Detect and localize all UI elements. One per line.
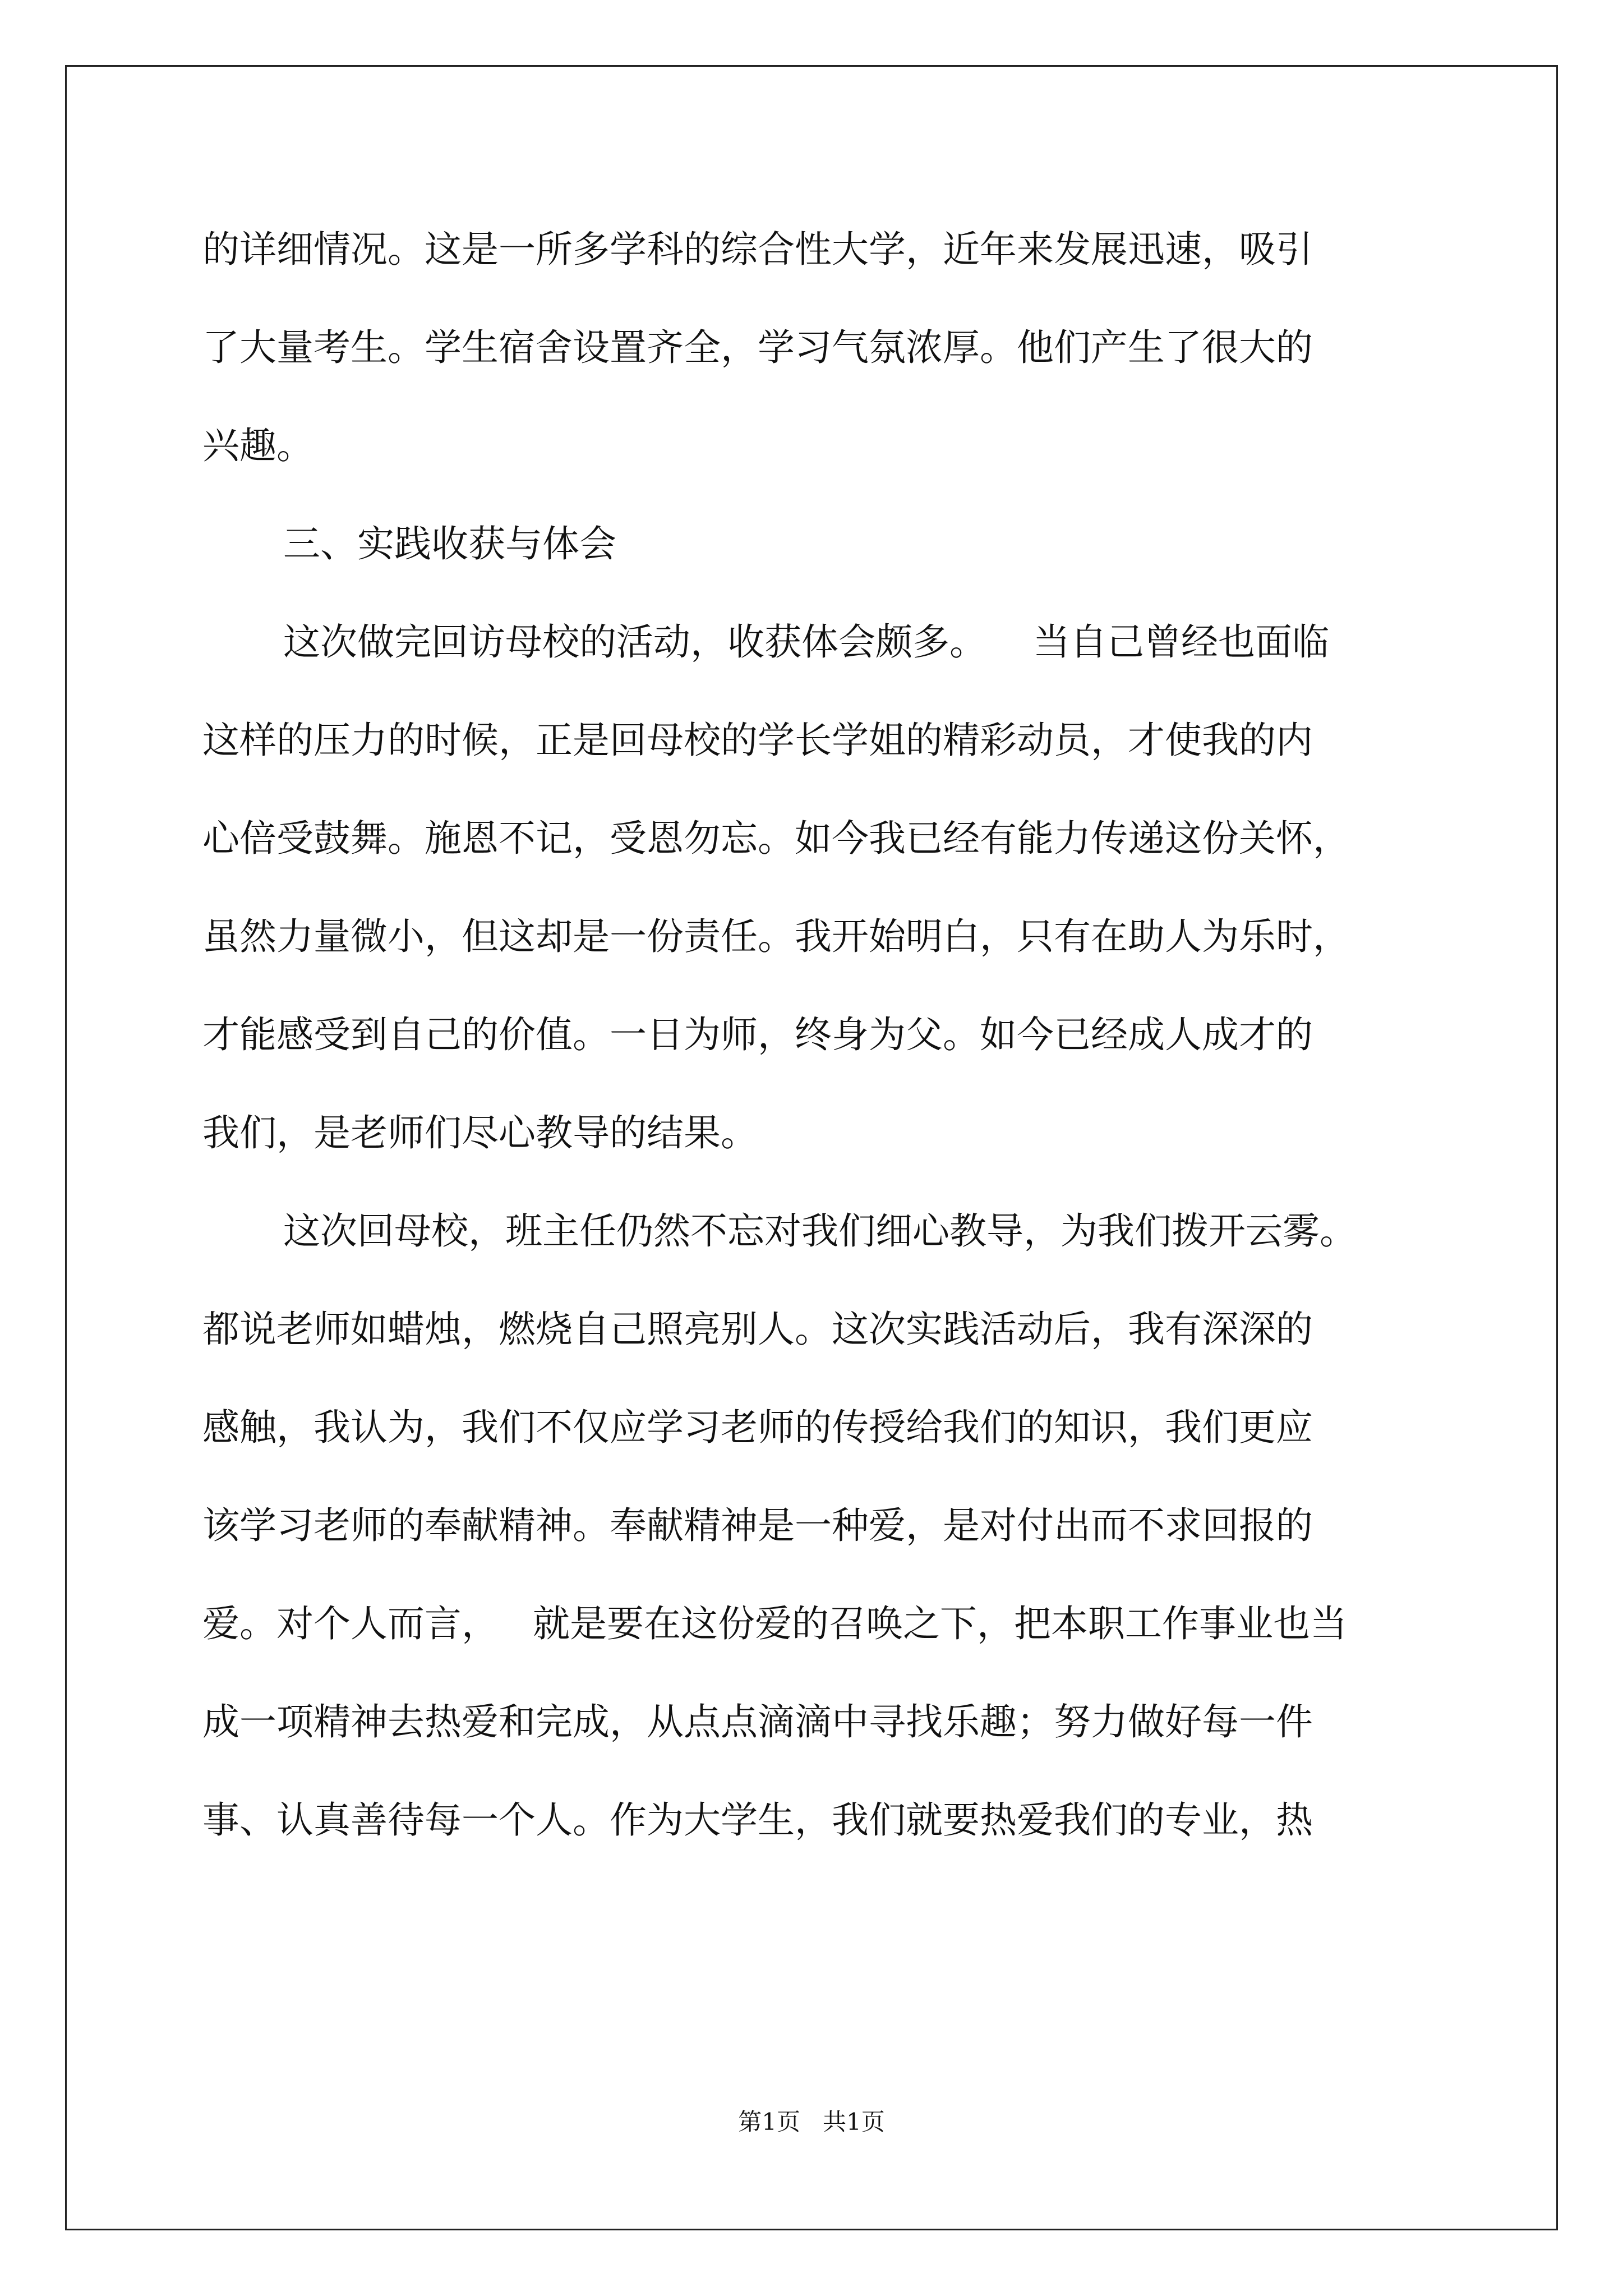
text-line: 感触，我认为，我们不仅应学习老师的传授给我们的知识，我们更应 (202, 1406, 1313, 1449)
page-number-footer: 第1页 共1页 (738, 2108, 885, 2136)
text-line: 该学习老师的奉献精神。奉献精神是一种爱，是对付出而不求回报的 (202, 1504, 1313, 1547)
text-line: 兴趣。 (202, 424, 313, 467)
text-line: 虽然力量微小，但这却是一份责任。我开始明白，只有在助人为乐时， (202, 915, 1350, 958)
text-line: 爱。对个人而言， 就是要在这份爱的召唤之下，把本职工作事业也当 (202, 1602, 1347, 1645)
text-line: 这次回母校，班主任仍然不忘对我们细心教导，为我们拨开云雾。 (283, 1209, 1357, 1253)
text-line: 心倍受鼓舞。施恩不记，受恩勿忘。如今我已经有能力传递这份关怀， (202, 817, 1350, 860)
text-line: 事、认真善待每一个人。作为大学生，我们就要热爱我们的专业，热 (202, 1798, 1313, 1842)
text-line: 都说老师如蜡烛，燃烧自己照亮别人。这次实践活动后，我有深深的 (202, 1308, 1313, 1351)
text-line: 了大量考生。学生宿舍设置齐全，学习气氛浓厚。他们产生了很大的 (202, 326, 1313, 369)
text-line: 这样的压力的时候，正是回母校的学长学姐的精彩动员，才使我的内 (202, 719, 1313, 762)
text-line: 这次做完回访母校的活动，收获体会颇多。 当自己曾经也面临 (283, 620, 1329, 664)
text-line: 我们，是老师们尽心教导的结果。 (202, 1111, 758, 1154)
text-line: 的详细情况。这是一所多学科的综合性大学，近年来发展迅速，吸引 (202, 228, 1313, 271)
text-line: 才能感受到自己的价值。一日为师，终身为父。如今已经成人成才的 (202, 1013, 1313, 1056)
section-heading: 三、实践收获与体会 (283, 522, 616, 565)
text-line: 成一项精神去热爱和完成，从点点滴滴中寻找乐趣；努力做好每一件 (202, 1700, 1313, 1743)
